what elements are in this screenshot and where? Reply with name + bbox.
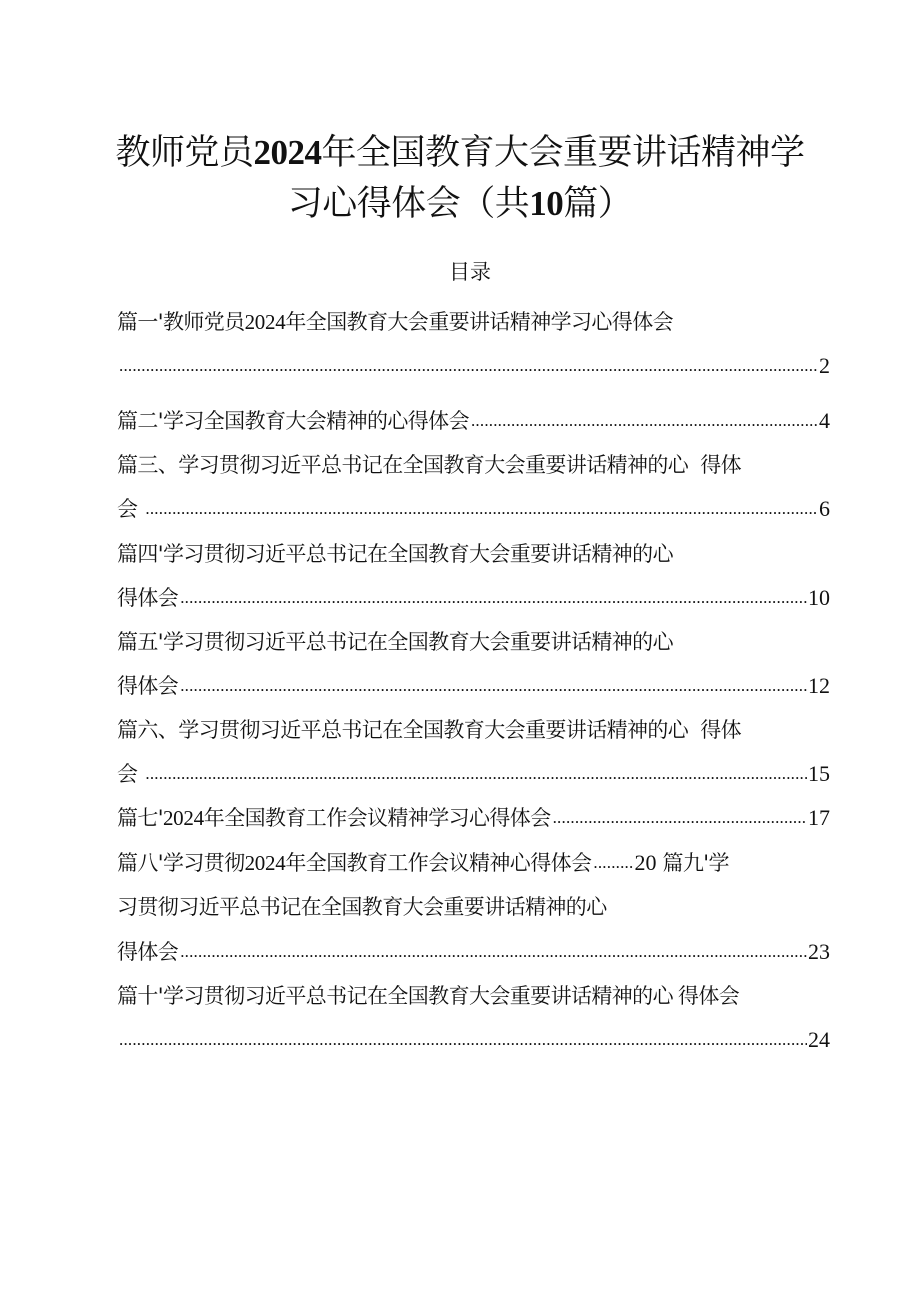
toc-entry-title: 学习全国教育大会精神的心得体会 xyxy=(162,409,469,433)
toc-dot-leader xyxy=(145,759,807,789)
toc-entry-title: 学习贯彻习近平总书记在全国教育大会重要讲话精神的心 xyxy=(178,718,689,742)
toc-entry-10-line-2[interactable] xyxy=(117,1025,830,1055)
toc-dot-leader xyxy=(471,406,818,436)
toc-entry-9-title-start[interactable]: 学 xyxy=(708,851,729,875)
toc-entry-title: 得体 xyxy=(700,453,742,477)
toc-dot-leader xyxy=(119,351,818,381)
toc-page-number: 2 xyxy=(819,353,830,378)
toc-entry-title: 学习贯彻习近平总书记在全国教育大会重要讲话精神的心 xyxy=(162,630,673,654)
toc-page-number: 6 xyxy=(819,496,830,521)
toc-entry-3-line-2[interactable] xyxy=(117,494,830,524)
toc-entry-label: 篇二' xyxy=(117,409,163,433)
toc-page-number: 12 xyxy=(808,673,830,698)
title-text: 篇） xyxy=(563,184,633,224)
toc-entry-4-line-2[interactable] xyxy=(117,583,830,613)
toc-entry-label: 篇八' xyxy=(117,851,163,875)
toc-entry-4-line-1[interactable] xyxy=(117,539,830,569)
toc-entry-9-label[interactable]: 篇九' xyxy=(662,851,709,875)
toc-entry-5-line-1[interactable] xyxy=(117,627,830,657)
toc-page-number: 15 xyxy=(808,761,830,786)
toc-entry-5-line-2[interactable] xyxy=(117,671,830,701)
toc-entry-title: 得体会 xyxy=(117,586,179,610)
toc-page-number: 24 xyxy=(808,1027,830,1052)
toc-entry-title: 2024年全国教育工作会议精神学习心得体会 xyxy=(162,806,551,830)
toc-page-number: 23 xyxy=(808,939,830,964)
toc-entry-title: 会 xyxy=(117,497,138,521)
toc-entry-6-line-2[interactable] xyxy=(117,759,830,789)
title-text: 教师党员 xyxy=(115,133,254,173)
toc-entry-title: 学习贯彻2024年全国教育工作会议精神心得体会 xyxy=(162,851,592,875)
toc-entry-label: 篇六、 xyxy=(117,718,179,742)
toc-page-number: 4 xyxy=(819,408,830,433)
toc-entry-label: 篇一' xyxy=(117,310,163,334)
toc-entry-title: 学习贯彻习近平总书记在全国教育大会重要讲话精神的心 xyxy=(162,984,673,1008)
toc-dot-leader xyxy=(553,803,807,833)
toc-entry-3-line-1[interactable] xyxy=(117,450,830,480)
toc-dot-leader xyxy=(180,671,807,701)
toc-entry-9-line-3[interactable] xyxy=(117,937,830,967)
toc-entry-6-line-1[interactable] xyxy=(117,715,830,745)
toc-entry-title: 得体 xyxy=(700,718,742,742)
toc-entry-label: 篇七' xyxy=(117,806,163,830)
toc-entry-1-line-1[interactable] xyxy=(117,307,830,337)
title-text: 年全国教育大会重要讲话精神学 xyxy=(321,133,805,173)
toc-entry-9-line-2[interactable] xyxy=(117,892,830,922)
toc-entry-title: 习贯彻习近平总书记在全国教育大会重要讲话精神的心 xyxy=(117,895,607,919)
toc-entry-title: 教师党员2024年全国教育大会重要讲话精神学习心得体会 xyxy=(162,310,674,334)
toc-entry-title: 学习贯彻习近平总书记在全国教育大会重要讲话精神的心 xyxy=(162,542,673,566)
toc-heading: 目录 xyxy=(449,260,491,284)
title-year: 2024 xyxy=(253,133,322,172)
toc-entry-label: 篇三、 xyxy=(117,453,179,477)
title-text: 习心得体会（共 xyxy=(287,184,530,224)
toc-entry-2[interactable] xyxy=(117,406,830,436)
toc-entry-title: 得体会 xyxy=(677,984,740,1008)
toc-entry-label: 篇五' xyxy=(117,630,163,654)
document-title-line-1 xyxy=(0,133,920,173)
toc-page-number: 10 xyxy=(808,585,830,610)
toc-dot-leader xyxy=(145,494,818,524)
document-title-line-2 xyxy=(0,184,920,224)
toc-page-number: 20 xyxy=(634,850,657,875)
toc-page-number: 17 xyxy=(808,805,830,830)
toc-entry-1-line-2[interactable] xyxy=(117,351,830,381)
toc-entry-7[interactable] xyxy=(117,803,830,833)
toc-entry-title: 学习贯彻习近平总书记在全国教育大会重要讲话精神的心 xyxy=(178,453,689,477)
toc-entry-10-line-1[interactable] xyxy=(117,981,830,1011)
toc-entry-label: 篇四' xyxy=(117,542,163,566)
toc-dot-leader xyxy=(180,583,807,613)
toc-entry-8[interactable] xyxy=(117,848,830,878)
toc-dot-leader xyxy=(119,1025,807,1055)
title-count: 10 xyxy=(529,184,564,223)
toc-entry-title: 得体会 xyxy=(117,940,179,964)
toc-dot-leader: ......... xyxy=(593,853,634,872)
toc-dot-leader xyxy=(180,937,807,967)
toc-entry-label: 篇十' xyxy=(117,984,163,1008)
toc-entry-title: 得体会 xyxy=(117,674,179,698)
toc-entry-title: 会 xyxy=(117,762,138,786)
